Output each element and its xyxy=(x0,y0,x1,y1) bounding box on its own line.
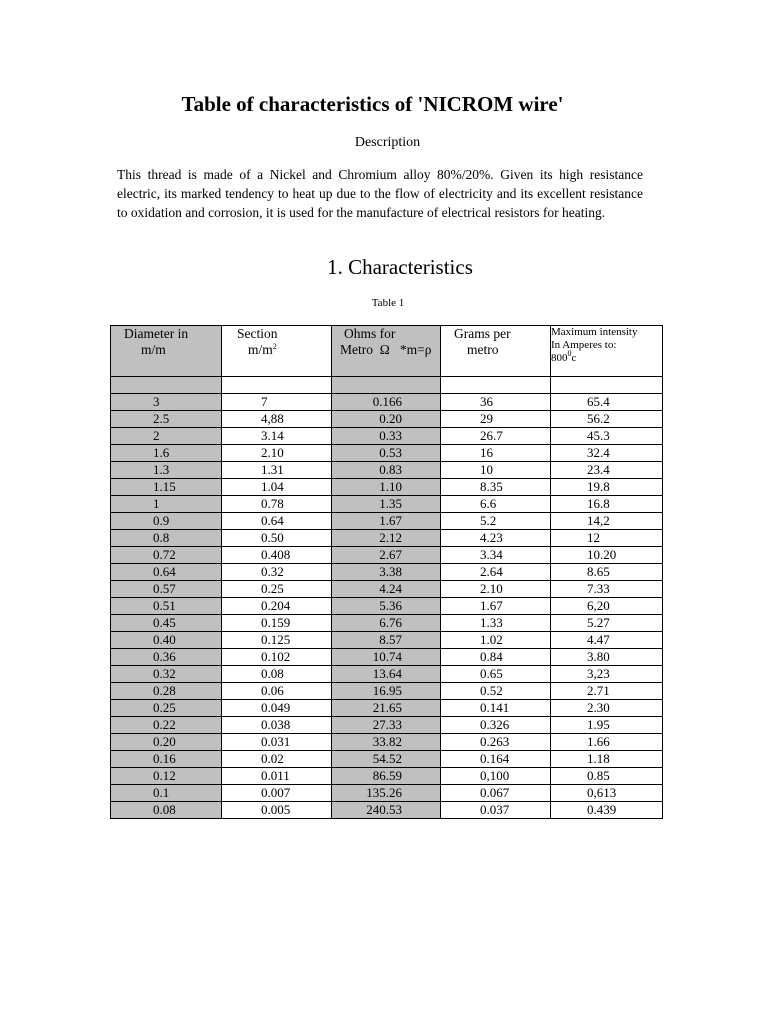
cell-diameter: 1 xyxy=(111,496,222,513)
cell-diameter: 0.16 xyxy=(111,751,222,768)
cell-section: 0.125 xyxy=(222,632,332,649)
cell-grams: 1.02 xyxy=(441,632,551,649)
table-row xyxy=(111,598,663,615)
cell-grams: 0.65 xyxy=(441,666,551,683)
cell-intensity: 1.18 xyxy=(551,751,663,768)
table-caption: Table 1 xyxy=(371,297,405,309)
table-row xyxy=(111,768,663,785)
description-paragraph: This thread is made of a Nickel and Chromium alloy 80%/20%. Given its high resistance electric, its marked tendency to heat up due to the flow of electricity and its excellent resistance to oxidation and corrosion, it is used for the manufacture of electrical resistors for heating. xyxy=(117,167,643,221)
cell-section: 0.32 xyxy=(222,564,332,581)
header-intensity xyxy=(551,326,663,377)
cell-section: 0.06 xyxy=(222,683,332,700)
cell-intensity: 0.85 xyxy=(551,768,663,785)
cell-section: 0.02 xyxy=(222,751,332,768)
description-heading: Description xyxy=(354,135,421,150)
table-row xyxy=(111,717,663,734)
header-intensity-temp: 800 xyxy=(551,352,568,364)
cell-intensity: 0.439 xyxy=(551,802,663,819)
cell-section: 0.204 xyxy=(222,598,332,615)
cell-intensity: 2.71 xyxy=(551,683,663,700)
cell-section: 3.14 xyxy=(222,428,332,445)
table-row xyxy=(111,615,663,632)
cell-grams: 0.84 xyxy=(441,649,551,666)
cell-ohms: 1.67 xyxy=(332,513,441,530)
cell-intensity: 32.4 xyxy=(551,445,663,462)
table-row xyxy=(111,394,663,411)
cell-grams: 6.6 xyxy=(441,496,551,513)
cell-ohms: 5.36 xyxy=(332,598,441,615)
cell-section: 2.10 xyxy=(222,445,332,462)
header-section-exponent: 2 xyxy=(272,342,277,351)
cell-section: 0.64 xyxy=(222,513,332,530)
cell-ohms: 86.59 xyxy=(332,768,441,785)
cell-ohms: 0.33 xyxy=(332,428,441,445)
cell-diameter: 1.3 xyxy=(111,462,222,479)
cell-section: 0.50 xyxy=(222,530,332,547)
header-intensity-line3 xyxy=(551,349,662,365)
cell-grams: 26.7 xyxy=(441,428,551,445)
header-grams xyxy=(441,326,551,377)
table-row xyxy=(111,802,663,819)
header-ohms-line1: Ohms for xyxy=(344,326,396,341)
table-row xyxy=(111,666,663,683)
cell-ohms: 4.24 xyxy=(332,581,441,598)
spacer-cell xyxy=(222,377,332,394)
characteristics-table xyxy=(110,325,663,819)
cell-ohms: 10.74 xyxy=(332,649,441,666)
cell-grams: 10 xyxy=(441,462,551,479)
cell-grams: 1.67 xyxy=(441,598,551,615)
header-intensity-line1: Maximum intensity xyxy=(551,326,638,338)
cell-grams: 0.067 xyxy=(441,785,551,802)
cell-diameter: 0.25 xyxy=(111,700,222,717)
cell-intensity: 12 xyxy=(551,530,663,547)
cell-section: 0.007 xyxy=(222,785,332,802)
cell-ohms: 6.76 xyxy=(332,615,441,632)
cell-grams: 0.52 xyxy=(441,683,551,700)
cell-section: 4,88 xyxy=(222,411,332,428)
cell-grams: 36 xyxy=(441,394,551,411)
cell-section: 7 xyxy=(222,394,332,411)
header-section-unit: m/m xyxy=(248,342,273,357)
spacer-cell xyxy=(551,377,663,394)
cell-ohms: 8.57 xyxy=(332,632,441,649)
cell-ohms: 16.95 xyxy=(332,683,441,700)
header-diameter-line1: Diameter in xyxy=(124,326,189,341)
cell-ohms: 2.67 xyxy=(332,547,441,564)
cell-diameter: 0.28 xyxy=(111,683,222,700)
header-ohms-line2: Metro Ω *m=ρ xyxy=(340,342,432,357)
cell-diameter: 0.51 xyxy=(111,598,222,615)
cell-section: 0.78 xyxy=(222,496,332,513)
cell-grams: 0.263 xyxy=(441,734,551,751)
cell-grams: 4.23 xyxy=(441,530,551,547)
header-grams-line2: metro xyxy=(467,342,499,357)
header-diameter-line2: m/m xyxy=(141,342,166,357)
cell-intensity: 45.3 xyxy=(551,428,663,445)
cell-section: 0.25 xyxy=(222,581,332,598)
cell-ohms: 21.65 xyxy=(332,700,441,717)
cell-intensity: 23.4 xyxy=(551,462,663,479)
table-row xyxy=(111,564,663,581)
cell-diameter: 0.8 xyxy=(111,530,222,547)
cell-grams: 5.2 xyxy=(441,513,551,530)
cell-ohms: 54.52 xyxy=(332,751,441,768)
cell-intensity: 14,2 xyxy=(551,513,663,530)
cell-intensity: 3.80 xyxy=(551,649,663,666)
cell-diameter: 0.20 xyxy=(111,734,222,751)
cell-grams: 0.141 xyxy=(441,700,551,717)
table-header-row xyxy=(111,326,663,377)
cell-grams: 8.35 xyxy=(441,479,551,496)
cell-ohms: 0.166 xyxy=(332,394,441,411)
cell-diameter: 1.15 xyxy=(111,479,222,496)
cell-diameter: 0.32 xyxy=(111,666,222,683)
cell-diameter: 0.08 xyxy=(111,802,222,819)
cell-ohms: 240.53 xyxy=(332,802,441,819)
spacer-cell xyxy=(332,377,441,394)
table-row xyxy=(111,496,663,513)
cell-section: 0.102 xyxy=(222,649,332,666)
table-row xyxy=(111,547,663,564)
cell-diameter: 0.36 xyxy=(111,649,222,666)
cell-intensity: 7.33 xyxy=(551,581,663,598)
cell-diameter: 3 xyxy=(111,394,222,411)
header-intensity-line2: In Amperes to: xyxy=(551,339,617,351)
table-row xyxy=(111,581,663,598)
cell-ohms: 2.12 xyxy=(332,530,441,547)
header-section-line1: Section xyxy=(237,326,278,341)
cell-ohms: 33.82 xyxy=(332,734,441,751)
cell-ohms: 0.53 xyxy=(332,445,441,462)
cell-diameter: 0.57 xyxy=(111,581,222,598)
cell-section: 0.038 xyxy=(222,717,332,734)
header-intensity-degree: 0 xyxy=(567,349,572,358)
cell-ohms: 3.38 xyxy=(332,564,441,581)
cell-intensity: 1.66 xyxy=(551,734,663,751)
cell-grams: 0.326 xyxy=(441,717,551,734)
cell-intensity: 0,613 xyxy=(551,785,663,802)
cell-grams: 2.10 xyxy=(441,581,551,598)
cell-grams: 0.037 xyxy=(441,802,551,819)
spacer-cell xyxy=(111,377,222,394)
table-row xyxy=(111,513,663,530)
cell-diameter: 1.6 xyxy=(111,445,222,462)
spacer-row xyxy=(111,377,663,394)
table-row xyxy=(111,445,663,462)
table-row xyxy=(111,462,663,479)
cell-diameter: 0.22 xyxy=(111,717,222,734)
cell-section: 0.08 xyxy=(222,666,332,683)
cell-grams: 3.34 xyxy=(441,547,551,564)
cell-intensity: 3,23 xyxy=(551,666,663,683)
cell-ohms: 1.10 xyxy=(332,479,441,496)
table-body xyxy=(111,377,663,819)
cell-ohms: 135.26 xyxy=(332,785,441,802)
table-row xyxy=(111,683,663,700)
cell-diameter: 0.1 xyxy=(111,785,222,802)
cell-section: 0.031 xyxy=(222,734,332,751)
cell-diameter: 0.12 xyxy=(111,768,222,785)
cell-diameter: 0.64 xyxy=(111,564,222,581)
cell-diameter: 2 xyxy=(111,428,222,445)
cell-intensity: 1.95 xyxy=(551,717,663,734)
table-row xyxy=(111,411,663,428)
table-row xyxy=(111,700,663,717)
cell-diameter: 0.45 xyxy=(111,615,222,632)
header-section xyxy=(222,326,332,377)
section-title: 1. Characteristics xyxy=(327,255,473,279)
cell-diameter: 0.72 xyxy=(111,547,222,564)
cell-section: 0.159 xyxy=(222,615,332,632)
header-section-line2 xyxy=(222,342,331,358)
table-row xyxy=(111,632,663,649)
cell-grams: 1.33 xyxy=(441,615,551,632)
cell-ohms: 27.33 xyxy=(332,717,441,734)
cell-grams: 0.164 xyxy=(441,751,551,768)
header-intensity-unit: c xyxy=(571,352,577,364)
table-row xyxy=(111,734,663,751)
cell-diameter: 0.9 xyxy=(111,513,222,530)
header-ohms xyxy=(332,326,441,377)
cell-intensity: 8.65 xyxy=(551,564,663,581)
cell-intensity: 2.30 xyxy=(551,700,663,717)
header-grams-line1: Grams per xyxy=(454,326,511,341)
cell-intensity: 65.4 xyxy=(551,394,663,411)
table-row xyxy=(111,649,663,666)
cell-intensity: 5.27 xyxy=(551,615,663,632)
header-diameter xyxy=(111,326,222,377)
cell-section: 0.408 xyxy=(222,547,332,564)
cell-ohms: 13.64 xyxy=(332,666,441,683)
spacer-cell xyxy=(441,377,551,394)
cell-intensity: 19.8 xyxy=(551,479,663,496)
cell-ohms: 0.83 xyxy=(332,462,441,479)
cell-section: 0.005 xyxy=(222,802,332,819)
table-row xyxy=(111,530,663,547)
cell-diameter: 0.40 xyxy=(111,632,222,649)
cell-diameter: 2.5 xyxy=(111,411,222,428)
cell-intensity: 4.47 xyxy=(551,632,663,649)
table-row xyxy=(111,428,663,445)
table-row xyxy=(111,479,663,496)
cell-section: 0.049 xyxy=(222,700,332,717)
cell-ohms: 0.20 xyxy=(332,411,441,428)
cell-intensity: 10.20 xyxy=(551,547,663,564)
cell-grams: 16 xyxy=(441,445,551,462)
cell-section: 1.04 xyxy=(222,479,332,496)
table-row xyxy=(111,751,663,768)
cell-grams: 29 xyxy=(441,411,551,428)
document-title: Table of characteristics of 'NICROM wire' xyxy=(181,92,564,116)
cell-section: 1.31 xyxy=(222,462,332,479)
cell-ohms: 1.35 xyxy=(332,496,441,513)
cell-grams: 2.64 xyxy=(441,564,551,581)
cell-intensity: 6,20 xyxy=(551,598,663,615)
table-row xyxy=(111,785,663,802)
cell-grams: 0,100 xyxy=(441,768,551,785)
cell-intensity: 56.2 xyxy=(551,411,663,428)
cell-intensity: 16.8 xyxy=(551,496,663,513)
cell-section: 0.011 xyxy=(222,768,332,785)
